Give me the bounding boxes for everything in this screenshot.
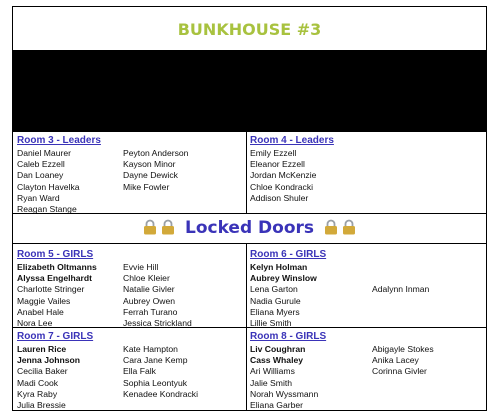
camper-name: Maggie Vailes bbox=[17, 295, 71, 306]
camper-name: Nora Lee bbox=[17, 318, 53, 329]
table-column-divider bbox=[246, 131, 247, 213]
room-title[interactable]: Room 4 - Leaders bbox=[250, 135, 334, 146]
camper-name: Eliana Myers bbox=[250, 306, 300, 317]
camper-name: Ryan Ward bbox=[17, 192, 60, 203]
camper-name: Peyton Anderson bbox=[123, 148, 189, 158]
camper-name: Madi Cook bbox=[17, 377, 59, 388]
camper-name: Alyssa Engelhardt bbox=[17, 273, 92, 284]
camper-name: Caleb Ezzell bbox=[17, 159, 65, 170]
camper-name: Ella Falk bbox=[123, 366, 156, 377]
camper-name: Lauren Rice bbox=[17, 344, 67, 354]
camper-name: Lillie Smith bbox=[250, 318, 292, 329]
lock-icon bbox=[324, 219, 338, 235]
room-title[interactable]: Room 8 - GIRLS bbox=[250, 331, 327, 342]
camper-name: Chloe Kondracki bbox=[250, 181, 314, 192]
room-name-columns bbox=[17, 344, 229, 411]
camper-name: Norah Wyssmann bbox=[250, 388, 319, 399]
lock-icon bbox=[342, 219, 356, 235]
camper-name: Ferrah Turano bbox=[123, 306, 178, 317]
room-title[interactable]: Room 3 - Leaders bbox=[17, 135, 101, 146]
name-column bbox=[17, 148, 123, 215]
page-title: BUNKHOUSE #3 bbox=[177, 20, 322, 39]
table-column-divider bbox=[246, 243, 247, 410]
lock-icon bbox=[161, 219, 175, 235]
room-7-cell bbox=[17, 331, 229, 411]
name-column bbox=[372, 344, 494, 411]
camper-name: Cecilia Baker bbox=[17, 366, 68, 377]
camper-name: Natalie Givler bbox=[123, 284, 175, 295]
locked-doors-label: Locked Doors bbox=[184, 218, 315, 238]
locked-doors-banner bbox=[12, 218, 487, 238]
camper-name: Kate Hampton bbox=[123, 344, 178, 354]
lock-icon-group-left bbox=[143, 218, 179, 238]
name-column bbox=[123, 344, 229, 411]
camper-name: Kayson Minor bbox=[123, 159, 176, 170]
room-name-columns bbox=[250, 148, 372, 204]
room-title[interactable]: Room 6 - GIRLS bbox=[250, 249, 327, 260]
name-column bbox=[250, 262, 372, 329]
camper-name: Chloe Kleier bbox=[123, 273, 170, 284]
camper-name: Aubrey Winslow bbox=[250, 273, 317, 284]
table-divider bbox=[12, 243, 487, 244]
camper-name: Clayton Havelka bbox=[17, 181, 80, 192]
camper-name: Liv Coughran bbox=[250, 344, 306, 354]
camper-name: Elizabeth Oltmanns bbox=[17, 262, 97, 272]
camper-name: Evvie Hill bbox=[123, 262, 159, 272]
name-column bbox=[17, 262, 123, 329]
camper-name: Abigayle Stokes bbox=[372, 344, 434, 354]
camper-name: Lena Garton bbox=[250, 284, 298, 295]
camper-name: Addison Shuler bbox=[250, 192, 309, 203]
name-column bbox=[123, 262, 229, 329]
black-banner bbox=[12, 51, 487, 131]
camper-name: Dayne Dewick bbox=[123, 170, 178, 181]
room-name-columns bbox=[250, 262, 494, 329]
camper-name: Dan Loaney bbox=[17, 170, 64, 181]
camper-name: Emily Ezzell bbox=[250, 148, 297, 158]
camper-name: Jalie Smith bbox=[250, 377, 293, 388]
camper-name bbox=[372, 273, 494, 284]
camper-name: Aubrey Owen bbox=[123, 295, 176, 306]
room-5-cell bbox=[17, 249, 229, 329]
camper-name: Reagan Stange bbox=[17, 204, 77, 215]
lock-icon bbox=[143, 219, 157, 235]
camper-name: Kelyn Holman bbox=[250, 262, 308, 272]
camper-name: Nadia Gurule bbox=[250, 295, 301, 306]
camper-name: Anika Lacey bbox=[372, 355, 419, 366]
camper-name: Charlotte Stringer bbox=[17, 284, 85, 295]
camper-name: Cass Whaley bbox=[250, 355, 304, 366]
camper-name: Ari Williams bbox=[250, 366, 295, 377]
room-name-columns bbox=[250, 344, 494, 411]
room-name-columns bbox=[17, 262, 229, 329]
camper-name: Jessica Strickland bbox=[123, 318, 192, 329]
name-column bbox=[372, 262, 494, 329]
camper-name: Julia Bressie bbox=[17, 400, 66, 411]
room-title[interactable]: Room 7 - GIRLS bbox=[17, 331, 94, 342]
camper-name: Adalynn Inman bbox=[372, 284, 430, 295]
room-8-cell bbox=[250, 331, 494, 411]
room-3-cell bbox=[17, 135, 229, 215]
camper-name: Eleanor Ezzell bbox=[250, 159, 305, 170]
name-column bbox=[250, 344, 372, 411]
camper-name bbox=[372, 262, 494, 273]
name-column bbox=[17, 344, 123, 411]
name-column bbox=[123, 148, 229, 215]
lock-icon-group-right bbox=[320, 218, 356, 238]
camper-name: Daniel Maurer bbox=[17, 148, 71, 158]
table-divider bbox=[12, 131, 487, 132]
room-4-cell bbox=[250, 135, 372, 204]
camper-name: Jordan McKenzie bbox=[250, 170, 317, 181]
camper-name: Kenadee Kondracki bbox=[123, 388, 199, 399]
room-6-cell bbox=[250, 249, 494, 329]
room-title[interactable]: Room 5 - GIRLS bbox=[17, 249, 94, 260]
name-column bbox=[250, 148, 372, 204]
room-name-columns bbox=[17, 148, 229, 215]
camper-name: Eliana Garber bbox=[250, 400, 304, 411]
camper-name: Kyra Raby bbox=[17, 388, 58, 399]
table-border-top bbox=[12, 6, 487, 7]
camper-name: Anabel Hale bbox=[17, 306, 64, 317]
camper-name: Mike Fowler bbox=[123, 181, 170, 192]
camper-name: Sophia Leontyuk bbox=[123, 377, 188, 388]
camper-name: Corinna Givler bbox=[372, 366, 427, 377]
camper-name: Cara Jane Kemp bbox=[123, 355, 188, 366]
camper-name: Jenna Johnson bbox=[17, 355, 81, 366]
